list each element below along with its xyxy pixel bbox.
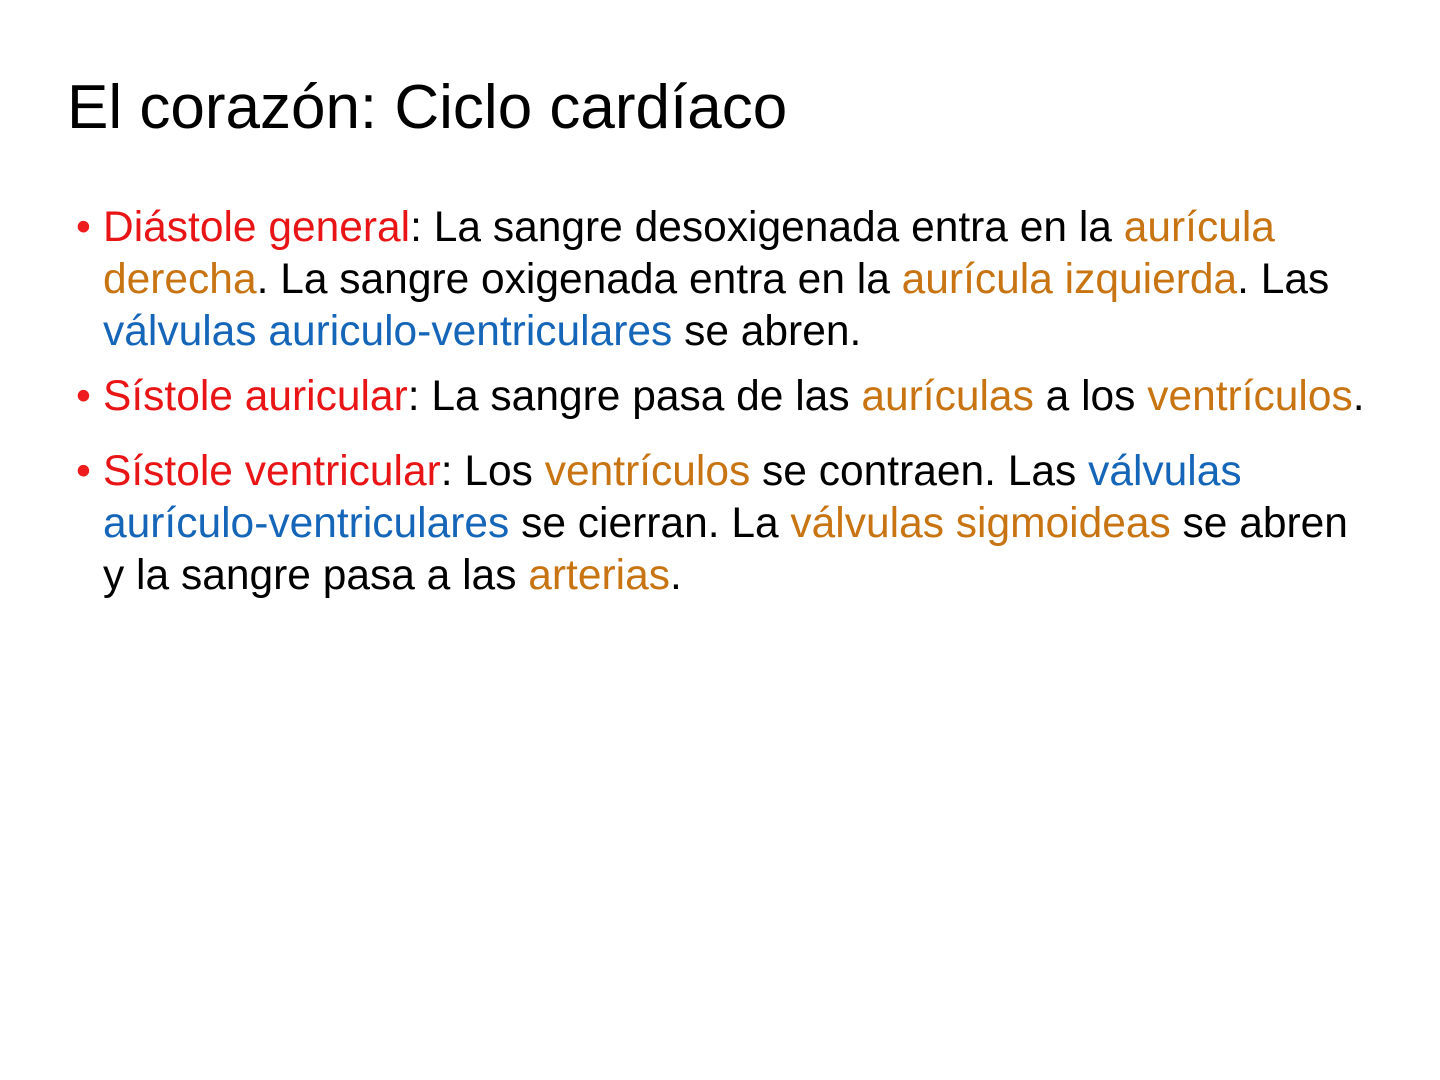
phase-name: Sístole ventricular — [103, 448, 441, 495]
text-segment: : La sangre pasa de las — [407, 373, 862, 420]
bullet-dot: • — [76, 204, 91, 251]
chamber-term: aurícula derecha — [103, 204, 1275, 303]
bullet-diastole-general — [76, 202, 1376, 358]
slide-title: El corazón: Ciclo cardíaco — [67, 73, 788, 142]
text-segment: se contraen. Las — [750, 448, 1089, 495]
text-segment: . — [669, 552, 682, 599]
chamber-term: aurícula izquierda — [901, 256, 1238, 303]
phase-name: Sístole auricular — [103, 373, 408, 420]
chamber-term: ventrículos — [544, 448, 751, 495]
valve-term: válvulas aurículo-ventriculares — [103, 448, 1242, 547]
text-segment: se cierran. La — [509, 500, 791, 547]
text-segment: : La sangre desoxigenada entra en la — [410, 204, 1124, 251]
phase-name: Diástole general — [103, 204, 411, 251]
text-segment: se abren. — [672, 308, 862, 355]
vessel-term: arterias — [528, 552, 670, 599]
bullet-sistole-ventricular — [76, 446, 1376, 602]
text-segment: . — [1352, 373, 1365, 420]
chamber-term: ventrículos — [1147, 373, 1353, 420]
bullet-sistole-auricular — [76, 371, 1376, 423]
text-segment: . Las — [1237, 256, 1330, 303]
bullet-dot: • — [76, 448, 91, 495]
valve-term: válvulas sigmoideas — [790, 500, 1171, 547]
bullet-list — [76, 202, 1376, 602]
text-segment: . La sangre oxigenada entra en la — [256, 256, 902, 303]
text-segment: a los — [1033, 373, 1148, 420]
text-segment: se abren y la sangre pasa a las — [103, 500, 1348, 599]
chamber-term: aurículas — [861, 373, 1034, 420]
valve-term: válvulas auriculo-ventriculares — [103, 308, 673, 355]
bullet-dot: • — [76, 373, 91, 420]
text-segment: : Los — [440, 448, 545, 495]
